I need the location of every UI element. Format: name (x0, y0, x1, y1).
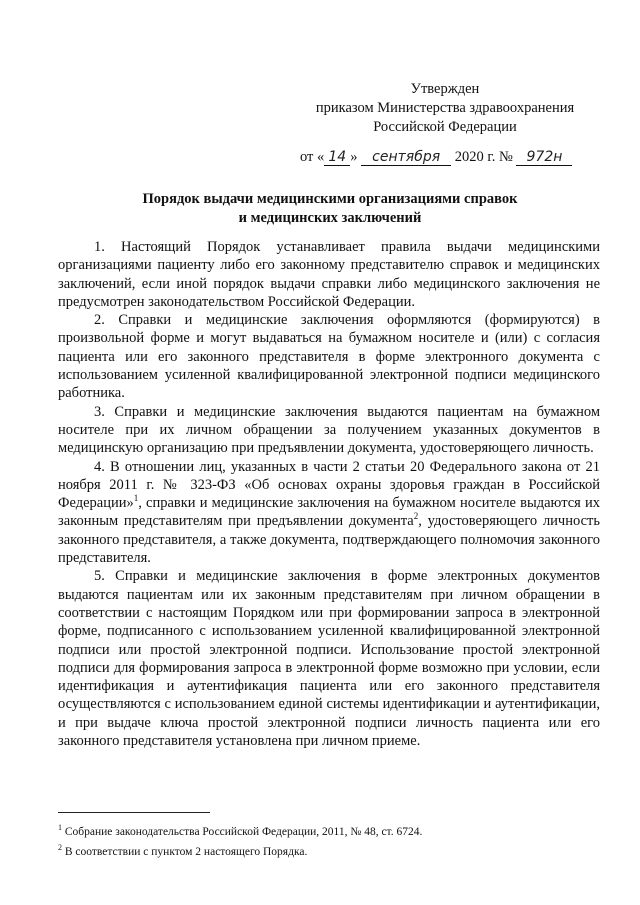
footnote-2 (58, 840, 600, 860)
footnotes (58, 820, 600, 860)
footnote-1 (58, 820, 600, 840)
paragraph-4-part-1: 4. В отношении лиц, указанных в части 2 статьи 20 Федерального закона от 21 ноября 2011 г. № 323-ФЗ «Об основах охраны здоровья граждан в Российской Федерации» (58, 458, 600, 512)
document-body (58, 238, 600, 750)
document-title (60, 190, 600, 228)
footnote-ref-2: 2 (413, 511, 419, 522)
title-line-1: Порядок выдачи медицинскими организациями справок (142, 191, 518, 207)
order-year: 2020 г. № (454, 149, 513, 165)
paragraph-4-part-2: , справки и медицинские заключения на бумажном носителе выдаются их законным представителям при предъявлении документа (58, 495, 600, 530)
handwritten-month: сентября (361, 149, 451, 166)
footnote-1-text: Собрание законодательства Российской Федерации, 2011, № 48, ст. 6724. (62, 825, 423, 838)
paragraph-3: 3. Справки и медицинские заключения выдаются пациентам на бумажном носителе при их личном обращении за получением указанных документов в медицинскую организацию при предъявлении документа, удостоверяющего личность. (58, 403, 600, 457)
paragraph-4-part-3: , удостоверяющего личность законного представителя, а также документа, подтверждающего полномочия законного представителя. (58, 513, 600, 567)
paragraph-1: 1. Настоящий Порядок устанавливает правила выдачи медицинскими организациями пациенту либо его законному представителю справок и медицинских заключений, если иной порядок выдачи справки либо медицинского заключения не предусмотрен законодательством Российской Федерации. (58, 239, 600, 310)
approval-line-1: Утвержден (410, 81, 480, 97)
paragraph-2: 2. Справки и медицинские заключения оформляются (формируются) в произвольной форме и могут выдаваться на бумажном носителе и (или) с согласия пациента или его законного представителя в форме электронного документа с использованием усиленной квалифицированной электронной подписи медицинского работника. (58, 312, 600, 402)
approval-line-2: приказом Министерства здравоохранения (315, 100, 575, 116)
handwritten-order-number: 972н (516, 149, 572, 166)
paragraph-4 (58, 458, 600, 568)
date-mid: » (350, 149, 358, 165)
title-line-2: и медицинских заключений (238, 210, 422, 226)
order-date-line (300, 147, 620, 167)
footnote-2-text: В соответствии с пунктом 2 настоящего Порядка. (62, 845, 308, 858)
handwritten-day: 14 (324, 149, 350, 166)
footnote-1-mark: 1 (58, 823, 62, 832)
approval-block (300, 80, 590, 137)
footnote-2-mark: 2 (58, 842, 62, 852)
footnote-divider (58, 812, 210, 813)
footnote-ref-1: 1 (133, 493, 139, 504)
paragraph-5: 5. Справки и медицинские заключения в форме электронных документов выдаются пациентам или их законным представителям при личном обращении в соответствии с настоящим Порядком или при формировании запроса в электронной форме, подписанного с использованием усиленной квалифицированной электронной подписи или простой электронной подписи. Использование простой электронной подписи для формирования запроса в электронной форме возможно при условии, если идентификация и аутентификация пациента или его законного представителя осуществляются с использованием единой системы идентификации и аутентификации, и при выдаче ключа простой электронной подписи личность пациента или его законного представителя установлена при личном приеме. (58, 568, 600, 750)
approval-line-3: Российской Федерации (373, 119, 517, 135)
date-prefix: от « (300, 149, 325, 165)
